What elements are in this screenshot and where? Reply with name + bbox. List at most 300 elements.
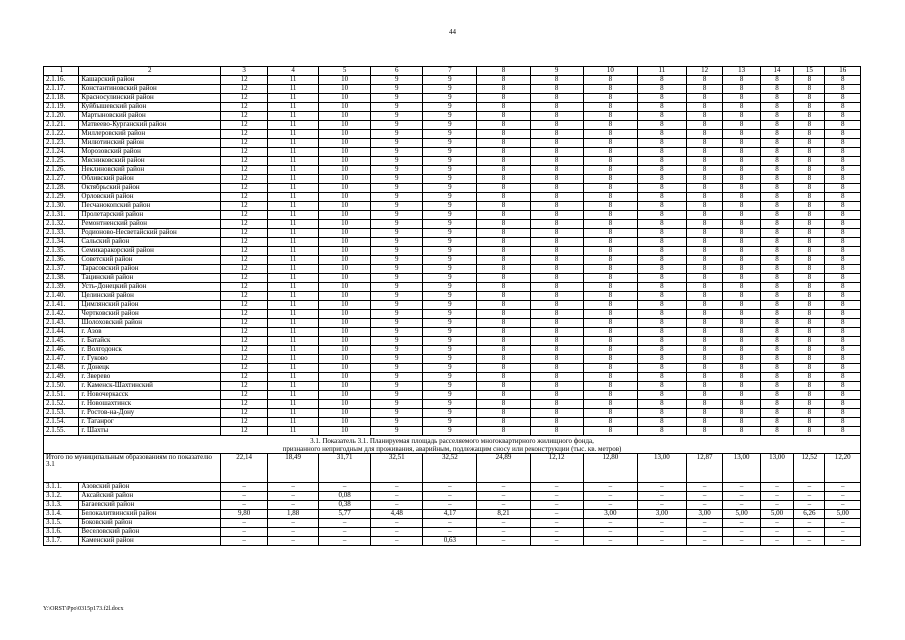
table-cell: 8: [477, 130, 530, 139]
table-cell: 6,26: [794, 510, 825, 519]
table-cell: 8: [825, 292, 861, 301]
table-cell: 8: [583, 382, 637, 391]
table-cell: 8: [760, 85, 793, 94]
table-cell: 8: [760, 382, 793, 391]
table-cell: 12: [221, 94, 268, 103]
table-cell: 8: [760, 247, 793, 256]
table-cell: 10: [319, 184, 371, 193]
row-number: 2.1.45.: [44, 337, 79, 346]
table-cell: –: [583, 537, 637, 546]
table-cell: 8: [825, 229, 861, 238]
table-cell: 9: [423, 283, 477, 292]
table-cell: 9: [371, 85, 423, 94]
table-cell: –: [637, 519, 686, 528]
table-cell: 8: [583, 301, 637, 310]
table-cell: –: [221, 483, 268, 492]
table-cell: 8: [477, 319, 530, 328]
table-cell: 8: [760, 193, 793, 202]
table-cell: 8: [723, 148, 761, 157]
table-cell: 8: [583, 166, 637, 175]
table-cell: 9: [423, 193, 477, 202]
table-cell: 11: [268, 238, 319, 247]
table-cell: 9: [423, 112, 477, 121]
table-cell: 5,77: [319, 510, 371, 519]
row-number: 2.1.27.: [44, 175, 79, 184]
table-cell: 8: [477, 382, 530, 391]
table-cell: 8: [723, 274, 761, 283]
table-cell: 10: [319, 112, 371, 121]
table-cell: 8: [686, 427, 722, 436]
table-cell: 8: [723, 346, 761, 355]
row-name: Багаевский район: [79, 501, 221, 510]
table-cell: 8: [477, 247, 530, 256]
table-cell: 9: [423, 427, 477, 436]
table-cell: 11: [268, 337, 319, 346]
table-cell: 10: [319, 391, 371, 400]
row-number: 2.1.26.: [44, 166, 79, 175]
row-number: 2.1.47.: [44, 355, 79, 364]
row-name: Целинский район: [79, 292, 221, 301]
row-number: 2.1.31.: [44, 211, 79, 220]
table-row: [44, 238, 861, 247]
table-cell: 8: [825, 400, 861, 409]
table-cell: 8: [825, 211, 861, 220]
table-cell: 12: [221, 265, 268, 274]
table-cell: 8: [760, 355, 793, 364]
row-number: 3.1.5.: [44, 519, 79, 528]
row-name: г. Новочеркасск: [79, 391, 221, 400]
table-cell: 11: [268, 247, 319, 256]
page-number: 44: [449, 28, 456, 36]
table-cell: 11: [268, 427, 319, 436]
total-value: 12,52: [794, 454, 825, 483]
table-cell: 11: [268, 274, 319, 283]
table-cell: –: [760, 492, 793, 501]
row-name: Азовский район: [79, 483, 221, 492]
table-cell: 8: [794, 193, 825, 202]
table-cell: 8: [760, 184, 793, 193]
table-cell: 11: [268, 193, 319, 202]
table-cell: 8: [760, 427, 793, 436]
table-cell: 11: [268, 202, 319, 211]
table-cell: 9: [371, 121, 423, 130]
table-cell: 12: [221, 175, 268, 184]
table-cell: 12: [221, 373, 268, 382]
table-cell: –: [530, 501, 583, 510]
table-cell: 8: [686, 301, 722, 310]
table-cell: –: [686, 492, 722, 501]
table-cell: 8: [477, 184, 530, 193]
table-row: [44, 319, 861, 328]
table-cell: 8: [686, 211, 722, 220]
table-cell: 8: [583, 364, 637, 373]
table-cell: 8: [794, 337, 825, 346]
table-cell: 8: [686, 346, 722, 355]
total-value: 32,51: [371, 454, 423, 483]
table-cell: 8: [794, 427, 825, 436]
table-cell: –: [686, 483, 722, 492]
table-cell: 8: [723, 427, 761, 436]
table-row: [44, 265, 861, 274]
row-name: г. Волгодонск: [79, 346, 221, 355]
table-cell: –: [686, 528, 722, 537]
table-cell: 9: [423, 355, 477, 364]
table-cell: 8: [825, 301, 861, 310]
table-cell: 11: [268, 409, 319, 418]
table-cell: 8: [794, 238, 825, 247]
table-cell: 8: [686, 130, 722, 139]
table-cell: 8: [760, 229, 793, 238]
column-header: 10: [583, 67, 637, 76]
table-cell: 5,00: [825, 510, 861, 519]
table-cell: –: [371, 492, 423, 501]
table-cell: 8: [530, 265, 583, 274]
table-cell: 8: [723, 184, 761, 193]
table-cell: 9: [371, 418, 423, 427]
table-cell: 12: [221, 103, 268, 112]
table-cell: 8: [794, 184, 825, 193]
table-cell: 8: [723, 130, 761, 139]
table-cell: 4,17: [423, 510, 477, 519]
table-cell: –: [319, 528, 371, 537]
table-row: [44, 283, 861, 292]
table-cell: 8: [723, 193, 761, 202]
table-cell: 8: [637, 274, 686, 283]
row-name: Семикаракорский район: [79, 247, 221, 256]
table-cell: 12: [221, 382, 268, 391]
table-row: [44, 355, 861, 364]
table-cell: 8: [477, 292, 530, 301]
table-cell: 8: [637, 301, 686, 310]
table-cell: 8: [794, 373, 825, 382]
table-cell: 8: [723, 283, 761, 292]
table-cell: 3,00: [686, 510, 722, 519]
table-cell: 8: [583, 265, 637, 274]
table-cell: –: [723, 483, 761, 492]
table-cell: 8: [583, 355, 637, 364]
table-cell: 9: [371, 229, 423, 238]
table-cell: 8: [477, 400, 530, 409]
table-cell: –: [530, 537, 583, 546]
table-cell: 8: [686, 400, 722, 409]
table-cell: 8: [530, 238, 583, 247]
row-number: 2.1.35.: [44, 247, 79, 256]
table-cell: 8: [477, 193, 530, 202]
table-cell: –: [268, 492, 319, 501]
table-cell: 8: [583, 157, 637, 166]
table-cell: 8: [477, 391, 530, 400]
table-cell: –: [530, 483, 583, 492]
table-cell: –: [319, 519, 371, 528]
table-cell: 12: [221, 409, 268, 418]
table-cell: 8: [686, 229, 722, 238]
table-cell: 11: [268, 265, 319, 274]
table-cell: –: [530, 492, 583, 501]
table-cell: 8: [686, 391, 722, 400]
table-cell: 9: [423, 175, 477, 184]
row-number: 2.1.23.: [44, 139, 79, 148]
table-cell: 8: [637, 148, 686, 157]
table-cell: 8: [583, 175, 637, 184]
table-cell: 8: [760, 364, 793, 373]
table-cell: 8: [760, 166, 793, 175]
row-number: 2.1.36.: [44, 256, 79, 265]
table-cell: 8,21: [477, 510, 530, 519]
row-name: Шолоховский район: [79, 319, 221, 328]
table-cell: 8: [794, 175, 825, 184]
table-cell: 8: [583, 211, 637, 220]
table-cell: 8: [723, 76, 761, 85]
table-cell: 8: [723, 256, 761, 265]
table-cell: 8: [794, 400, 825, 409]
table-cell: 9: [423, 364, 477, 373]
table-cell: 8: [583, 346, 637, 355]
table-cell: 8: [794, 328, 825, 337]
table-cell: 10: [319, 76, 371, 85]
table-cell: 8: [530, 193, 583, 202]
table-cell: 10: [319, 247, 371, 256]
column-header: 8: [477, 67, 530, 76]
table-cell: 8: [794, 157, 825, 166]
row-name: Красносулинский район: [79, 94, 221, 103]
row-number: 2.1.30.: [44, 202, 79, 211]
table-cell: 9: [423, 184, 477, 193]
table-cell: 8: [794, 310, 825, 319]
row-number: 2.1.24.: [44, 148, 79, 157]
row-name: Ремонтненский район: [79, 220, 221, 229]
row-name: г. Зверево: [79, 373, 221, 382]
table-cell: 8: [477, 229, 530, 238]
table-cell: 3,00: [637, 510, 686, 519]
table-cell: 8: [760, 292, 793, 301]
table-cell: 12: [221, 130, 268, 139]
table-cell: 8: [723, 319, 761, 328]
table-cell: 9: [423, 103, 477, 112]
table-row: [44, 382, 861, 391]
row-name: Константиновский район: [79, 85, 221, 94]
table-cell: 8: [477, 220, 530, 229]
table-cell: 8: [637, 157, 686, 166]
row-name: Морозовский район: [79, 148, 221, 157]
table-cell: 8: [530, 202, 583, 211]
table-cell: 9: [371, 409, 423, 418]
table-cell: 8: [583, 256, 637, 265]
table-cell: 9: [371, 400, 423, 409]
table-cell: 8: [477, 211, 530, 220]
row-number: 2.1.16.: [44, 76, 79, 85]
table-cell: 9: [371, 256, 423, 265]
table-cell: 8: [723, 139, 761, 148]
row-number: 2.1.46.: [44, 346, 79, 355]
table-cell: 8: [477, 274, 530, 283]
row-number: 3.1.3.: [44, 501, 79, 510]
table-cell: –: [583, 483, 637, 492]
table-cell: 8: [760, 328, 793, 337]
table-cell: 12: [221, 292, 268, 301]
table-cell: –: [268, 501, 319, 510]
table-cell: 9: [371, 112, 423, 121]
table-cell: 11: [268, 139, 319, 148]
table-cell: 8: [825, 409, 861, 418]
row-name: Цимлянский район: [79, 301, 221, 310]
table-cell: 8: [760, 409, 793, 418]
table-cell: 8: [530, 364, 583, 373]
table-cell: 8: [637, 310, 686, 319]
table-row: [44, 202, 861, 211]
row-number: 2.1.54.: [44, 418, 79, 427]
table-cell: 10: [319, 355, 371, 364]
table-row: [44, 483, 861, 492]
table-cell: 8: [583, 85, 637, 94]
row-name: Матвеево-Курганский район: [79, 121, 221, 130]
row-name: Белокалитвинский район: [79, 510, 221, 519]
table-cell: 9: [371, 211, 423, 220]
table-cell: 10: [319, 400, 371, 409]
table-cell: 8: [760, 148, 793, 157]
table-cell: 11: [268, 103, 319, 112]
table-cell: –: [530, 519, 583, 528]
table-cell: 8: [583, 238, 637, 247]
table-cell: 8: [530, 103, 583, 112]
table-cell: 8: [530, 139, 583, 148]
table-cell: 8: [794, 355, 825, 364]
table-cell: 9: [423, 373, 477, 382]
table-cell: 8: [477, 238, 530, 247]
row-name: г. Гуково: [79, 355, 221, 364]
table-cell: 12: [221, 229, 268, 238]
row-name: Октябрьский район: [79, 184, 221, 193]
row-number: 2.1.48.: [44, 364, 79, 373]
table-cell: –: [221, 501, 268, 510]
table-cell: 9: [423, 211, 477, 220]
table-cell: 8: [637, 229, 686, 238]
table-cell: 8: [723, 202, 761, 211]
table-cell: 8: [530, 373, 583, 382]
table-cell: 9: [371, 175, 423, 184]
row-number: 2.1.19.: [44, 103, 79, 112]
table-cell: 11: [268, 319, 319, 328]
row-name: Боковский район: [79, 519, 221, 528]
table-cell: –: [371, 519, 423, 528]
row-number: 2.1.28.: [44, 184, 79, 193]
column-header: 15: [794, 67, 825, 76]
table-cell: 8: [686, 85, 722, 94]
table-cell: 8: [825, 220, 861, 229]
table-cell: –: [477, 501, 530, 510]
table-cell: –: [221, 537, 268, 546]
table-cell: 8: [686, 247, 722, 256]
table-cell: 0,63: [423, 537, 477, 546]
table-cell: 5,00: [723, 510, 761, 519]
table-row: [44, 373, 861, 382]
row-number: 3.1.1.: [44, 483, 79, 492]
table-cell: 10: [319, 211, 371, 220]
table-cell: 8: [723, 121, 761, 130]
table-cell: 8: [530, 355, 583, 364]
table-cell: –: [423, 501, 477, 510]
row-number: 2.1.43.: [44, 319, 79, 328]
table-cell: 8: [723, 355, 761, 364]
table-cell: 10: [319, 283, 371, 292]
table-cell: 8: [794, 76, 825, 85]
row-name: Родионово-Несветайский район: [79, 229, 221, 238]
table-cell: 10: [319, 265, 371, 274]
table-cell: 8: [637, 328, 686, 337]
row-name: г. Ростов-на-Дону: [79, 409, 221, 418]
table-cell: 8: [760, 337, 793, 346]
table-cell: 8: [794, 139, 825, 148]
table-row: [44, 103, 861, 112]
table-cell: 8: [686, 292, 722, 301]
table-cell: 8: [825, 166, 861, 175]
table-cell: 8: [686, 112, 722, 121]
table-row: [44, 528, 861, 537]
table-cell: –: [825, 501, 861, 510]
table-cell: –: [583, 492, 637, 501]
table-cell: 10: [319, 238, 371, 247]
table-row: [44, 256, 861, 265]
table-cell: 9: [371, 337, 423, 346]
table-cell: 8: [723, 220, 761, 229]
table-cell: 8: [825, 346, 861, 355]
table-cell: 8: [583, 310, 637, 319]
row-name: Кашарский район: [79, 76, 221, 85]
table-cell: 8: [686, 382, 722, 391]
table-cell: 8: [637, 292, 686, 301]
table-cell: 8: [825, 175, 861, 184]
table-cell: 8: [825, 418, 861, 427]
table-cell: 9: [371, 94, 423, 103]
table-cell: 8: [794, 148, 825, 157]
table-cell: 8: [686, 166, 722, 175]
table-cell: 8: [686, 175, 722, 184]
table-cell: 8: [760, 400, 793, 409]
table-cell: 10: [319, 157, 371, 166]
table-cell: 8: [583, 283, 637, 292]
table-cell: 9: [423, 400, 477, 409]
table-cell: 11: [268, 112, 319, 121]
table-cell: 8: [794, 382, 825, 391]
table-cell: 8: [530, 76, 583, 85]
table-cell: 8: [686, 373, 722, 382]
table-cell: 9: [423, 256, 477, 265]
table-cell: 9: [371, 238, 423, 247]
table-cell: 10: [319, 292, 371, 301]
column-header: 2: [79, 67, 221, 76]
table-cell: 12: [221, 283, 268, 292]
table-cell: –: [268, 528, 319, 537]
row-name: г. Батайск: [79, 337, 221, 346]
table-cell: 8: [760, 319, 793, 328]
table-cell: 8: [477, 157, 530, 166]
table-cell: 10: [319, 382, 371, 391]
column-header: 12: [686, 67, 722, 76]
row-number: 2.1.42.: [44, 310, 79, 319]
table-cell: 9: [423, 337, 477, 346]
table-cell: 8: [723, 94, 761, 103]
table-cell: 11: [268, 292, 319, 301]
table-cell: 9: [423, 265, 477, 274]
table-cell: 11: [268, 328, 319, 337]
table-cell: 8: [794, 211, 825, 220]
table-cell: 8: [637, 103, 686, 112]
table-cell: 11: [268, 391, 319, 400]
table-cell: 8: [637, 130, 686, 139]
table-cell: 8: [825, 319, 861, 328]
table-cell: 8: [477, 283, 530, 292]
total-value: 18,49: [268, 454, 319, 483]
table-cell: 9: [371, 274, 423, 283]
